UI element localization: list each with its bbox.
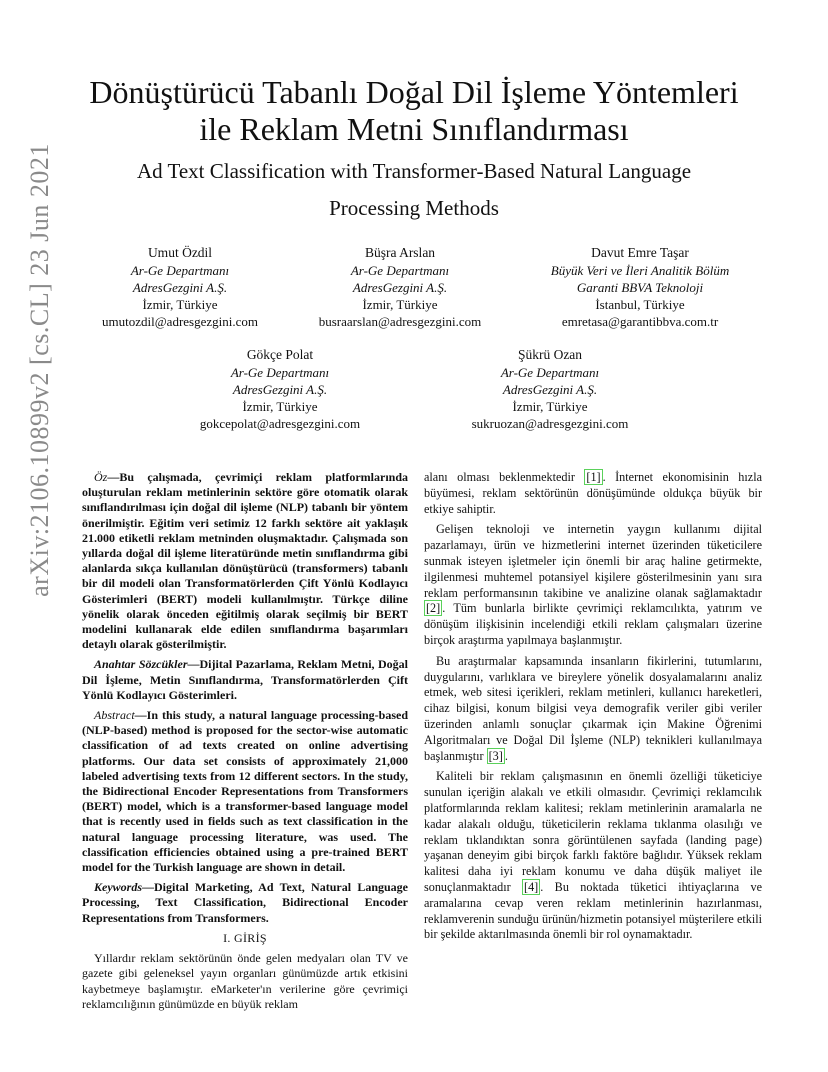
intro-paragraph-1: Yıllardır reklam sektörünün önde gelen medyaları olan TV ve gazete gibi geleneksel yayın organları günümüzde artık etkisini kaybetmeye başlamıştır. eMarketer'ın verilerine göre çevrimiçi reklamcılığının günümüzde en büyük reklam <box>82 951 408 1011</box>
author-organization: Garanti BBVA Teknoloji <box>576 280 704 295</box>
subtitle-line-2: Processing Methods <box>329 196 499 220</box>
author-name: Gökçe Polat <box>246 347 314 362</box>
intro-paragraph-2 <box>424 522 762 648</box>
author-organization: AdresGezgini A.Ş. <box>352 280 448 295</box>
paragraph-text: alanı olması beklenmektedir <box>424 470 585 484</box>
paragraph-text: Kaliteli bir reklam çalışmasının en önemli özelliği tüketiciye sunulan içeriğin alakalı ve etkili olmasıdır. Çevrimiçi reklamcılık platformlarında reklam kalitesi; reklam metinlerinin aramalarla ne kadar alakalı olduğu, tüketicilerin reklama tıklanma olasılığı ve reklam tıklandıktan sonra görüntülenen sayfada (landing page) yaşanan deneyim gibi birçok farklı faktöre bağlıdır. Yüksek reklam kalitesi daha iyi reklam konumu ve daha düşük maliyet ile sonuçlanmaktadır <box>424 769 762 894</box>
oz-heading: Öz <box>94 470 108 484</box>
section-heading: I. GİRİŞ <box>223 930 267 945</box>
arxiv-stamp <box>18 40 62 700</box>
author-organization: AdresGezgini A.Ş. <box>502 382 598 397</box>
anahtar-heading: Anahtar Sözcükler <box>94 657 188 672</box>
right-column <box>424 470 762 948</box>
author-department: Büyük Veri ve İleri Analitik Bölüm <box>550 263 730 278</box>
paragraph-text: . Bu noktada tüketici ihtiyaçlarına ve aramalarına cevap veren reklam metinlerinin hazırlanması, reklamverenin sunduğu ürünün/hizmetin potansiyel müşterilere etkili bir şekilde aktarılmasında önemli bir rol oynamaktadır. <box>424 879 763 942</box>
author-organization: AdresGezgini A.Ş. <box>232 382 328 397</box>
paper-title-english <box>60 153 768 227</box>
anahtar-paragraph <box>82 657 408 703</box>
author-block <box>450 346 650 432</box>
citation-link[interactable]: [1] <box>586 470 601 484</box>
keywords-body: —Digital Marketing, Ad Text, Natural Language Processing, Text Classification, Bidirectional Encoder Representations from Transformers. <box>82 880 408 925</box>
citation-link[interactable]: [3] <box>488 748 503 763</box>
author-organization: AdresGezgini A.Ş. <box>132 280 228 295</box>
oz-body: —Bu çalışmada, çevrimiçi reklam platformlarında oluşturulan reklam metinlerinin sektöre göre otomatik olarak sınıflandırılması için doğal dil işleme (NLP) tabanlı bir yöntem önerilmiştir. Eğitim veri setimiz 12 farklı sektöre ait yaklaşık 21.000 etiketli reklam metninden oluşmaktadır. Çalışmada son yıllarda doğal dil işleme literatüründe metin sınıflandırma gibi alanlarda sıkça kullanılan dönüştürücü (transformers) tabanlı bir dil modeli olan Transformatörlerden Çift Yönlü Kodlayıcı Gösterimleri (BERT) modeli kullanılmıştır. Türkçe diline yönelik olarak önceden eğitilmiş olarak seçilmiş bir BERT modelini kullanarak elde edilen sınıflandırma başarımları detaylı olarak gösterilmiştir. <box>82 470 408 652</box>
author-name: Büşra Arslan <box>364 245 436 260</box>
intro-paragraph-continued <box>424 470 762 517</box>
abstract-paragraph <box>82 708 408 875</box>
author-block <box>180 346 380 432</box>
author-name: Davut Emre Taşar <box>591 245 689 260</box>
authors-row-2 <box>180 346 650 432</box>
paragraph-text: . <box>504 748 508 763</box>
citation-link[interactable]: [4] <box>524 879 539 894</box>
paragraph-text: Bu araştırmalar kapsamında insanların fikirlerini, tutumlarını, duygularını, varlıklara ve bireylere yönelik dosyalamalarını analiz etmek, web sitesi içerikleri, reklam metinleri, kullanıcı hareketleri, cihaz bilgisi, konum bilgisi veya demografik veriler gibi veriler üzerinden anlamlı sonuçlar çıkarmak için Makine Öğrenimi Algoritmaları ve Doğal Dil İşleme (NLP) teknikleri kullanılmaya başlanmıştır <box>424 653 762 763</box>
title-line-2: ile Reklam Metni Sınıflandırması <box>199 111 629 147</box>
paragraph-text: . İnternet ekonomisinin hızla büyümesi, reklam sektörünün dönüşümünde oldukça büyük bir etkiye sahiptir. <box>424 470 762 516</box>
author-city: İzmir, Türkiye <box>242 399 318 414</box>
author-block <box>530 244 750 330</box>
author-department: Ar-Ge Departmanı <box>500 365 600 380</box>
oz-paragraph <box>82 470 408 652</box>
keywords-paragraph <box>82 880 408 926</box>
abstract-body: —In this study, a natural language processing-based (NLP-based) method is proposed for the sector-wise automatic classification of ad texts created on online advertising platforms. Our data set consists of approximately 21,000 labeled advertising texts from 12 different sectors. In the study, the Bidirectional Encoder Representations from Transformers (BERT) model, which is a transformer-based language model that is recently used in fields such as text classification in the natural language processing literature, was used. The classification efficiencies obtained using a pre-trained BERT model for the Turkish language are shown in detail. <box>82 708 408 875</box>
subtitle-line-1: Ad Text Classification with Transformer-Based Natural Language <box>136 159 692 183</box>
abstract-heading: Abstract <box>94 708 135 723</box>
author-email[interactable]: umutozdil@adresgezgini.com <box>101 314 258 329</box>
author-name: Umut Özdil <box>147 245 213 260</box>
paragraph-text: . Tüm bunlarla birlikte çevrimiçi reklamcılıkta, yatırım ve dönüşüm ilişkisinin incelendiği etkili reklam çalışmaları üzerine birçok araştırma yapılmaya başlanmıştır. <box>424 601 762 647</box>
author-name: Şükrü Ozan <box>517 347 583 362</box>
author-city: İzmir, Türkiye <box>142 297 218 312</box>
arxiv-id: arXiv:2106.10899v2 [cs.CL] 23 Jun 2021 <box>25 143 54 597</box>
intro-paragraph-4 <box>424 769 762 943</box>
author-department: Ar-Ge Departmanı <box>230 365 330 380</box>
left-column <box>82 470 408 1017</box>
title-line-1: Dönüştürücü Tabanlı Doğal Dil İşleme Yöntemleri <box>89 74 739 110</box>
authors-row-1 <box>90 244 750 330</box>
author-department: Ar-Ge Departmanı <box>130 263 230 278</box>
author-email[interactable]: emretasa@garantibbva.com.tr <box>561 314 719 329</box>
keywords-heading: Keywords <box>94 880 142 895</box>
author-email[interactable]: gokcepolat@adresgezgini.com <box>199 416 361 431</box>
citation-link[interactable]: [2] <box>426 601 441 616</box>
paper-title-turkish <box>60 74 768 148</box>
paragraph-text: Gelişen teknoloji ve internetin yaygın kullanımı dijital pazarlamayı, ürün ve hizmetlerini internet üzerinden tüketicilere sunmak isteyen işletmeler için önemli bir araç haline getirmekte, ilgilenmesi muhtemel potansiyel kişilere gösterilmesinin yanı sıra reklam performansının takibine ve analizine olanak sağlamaktadır <box>424 522 762 600</box>
author-city: İzmir, Türkiye <box>362 297 438 312</box>
author-city: İstanbul, Türkiye <box>595 297 685 312</box>
author-block <box>305 244 495 330</box>
intro-paragraph-3 <box>424 654 762 765</box>
author-email[interactable]: sukruozan@adresgezgini.com <box>471 416 629 431</box>
author-email[interactable]: busraarslan@adresgezgini.com <box>318 314 482 329</box>
author-block <box>90 244 270 330</box>
author-department: Ar-Ge Departmanı <box>350 263 450 278</box>
author-city: İzmir, Türkiye <box>512 399 588 414</box>
anahtar-body: —Dijital Pazarlama, Reklam Metni, Doğal Dil İşleme, Metin Sınıflandırma, Transformatörlerden Çift Yönlü Kodlayıcı Gösterimleri. <box>82 657 408 702</box>
